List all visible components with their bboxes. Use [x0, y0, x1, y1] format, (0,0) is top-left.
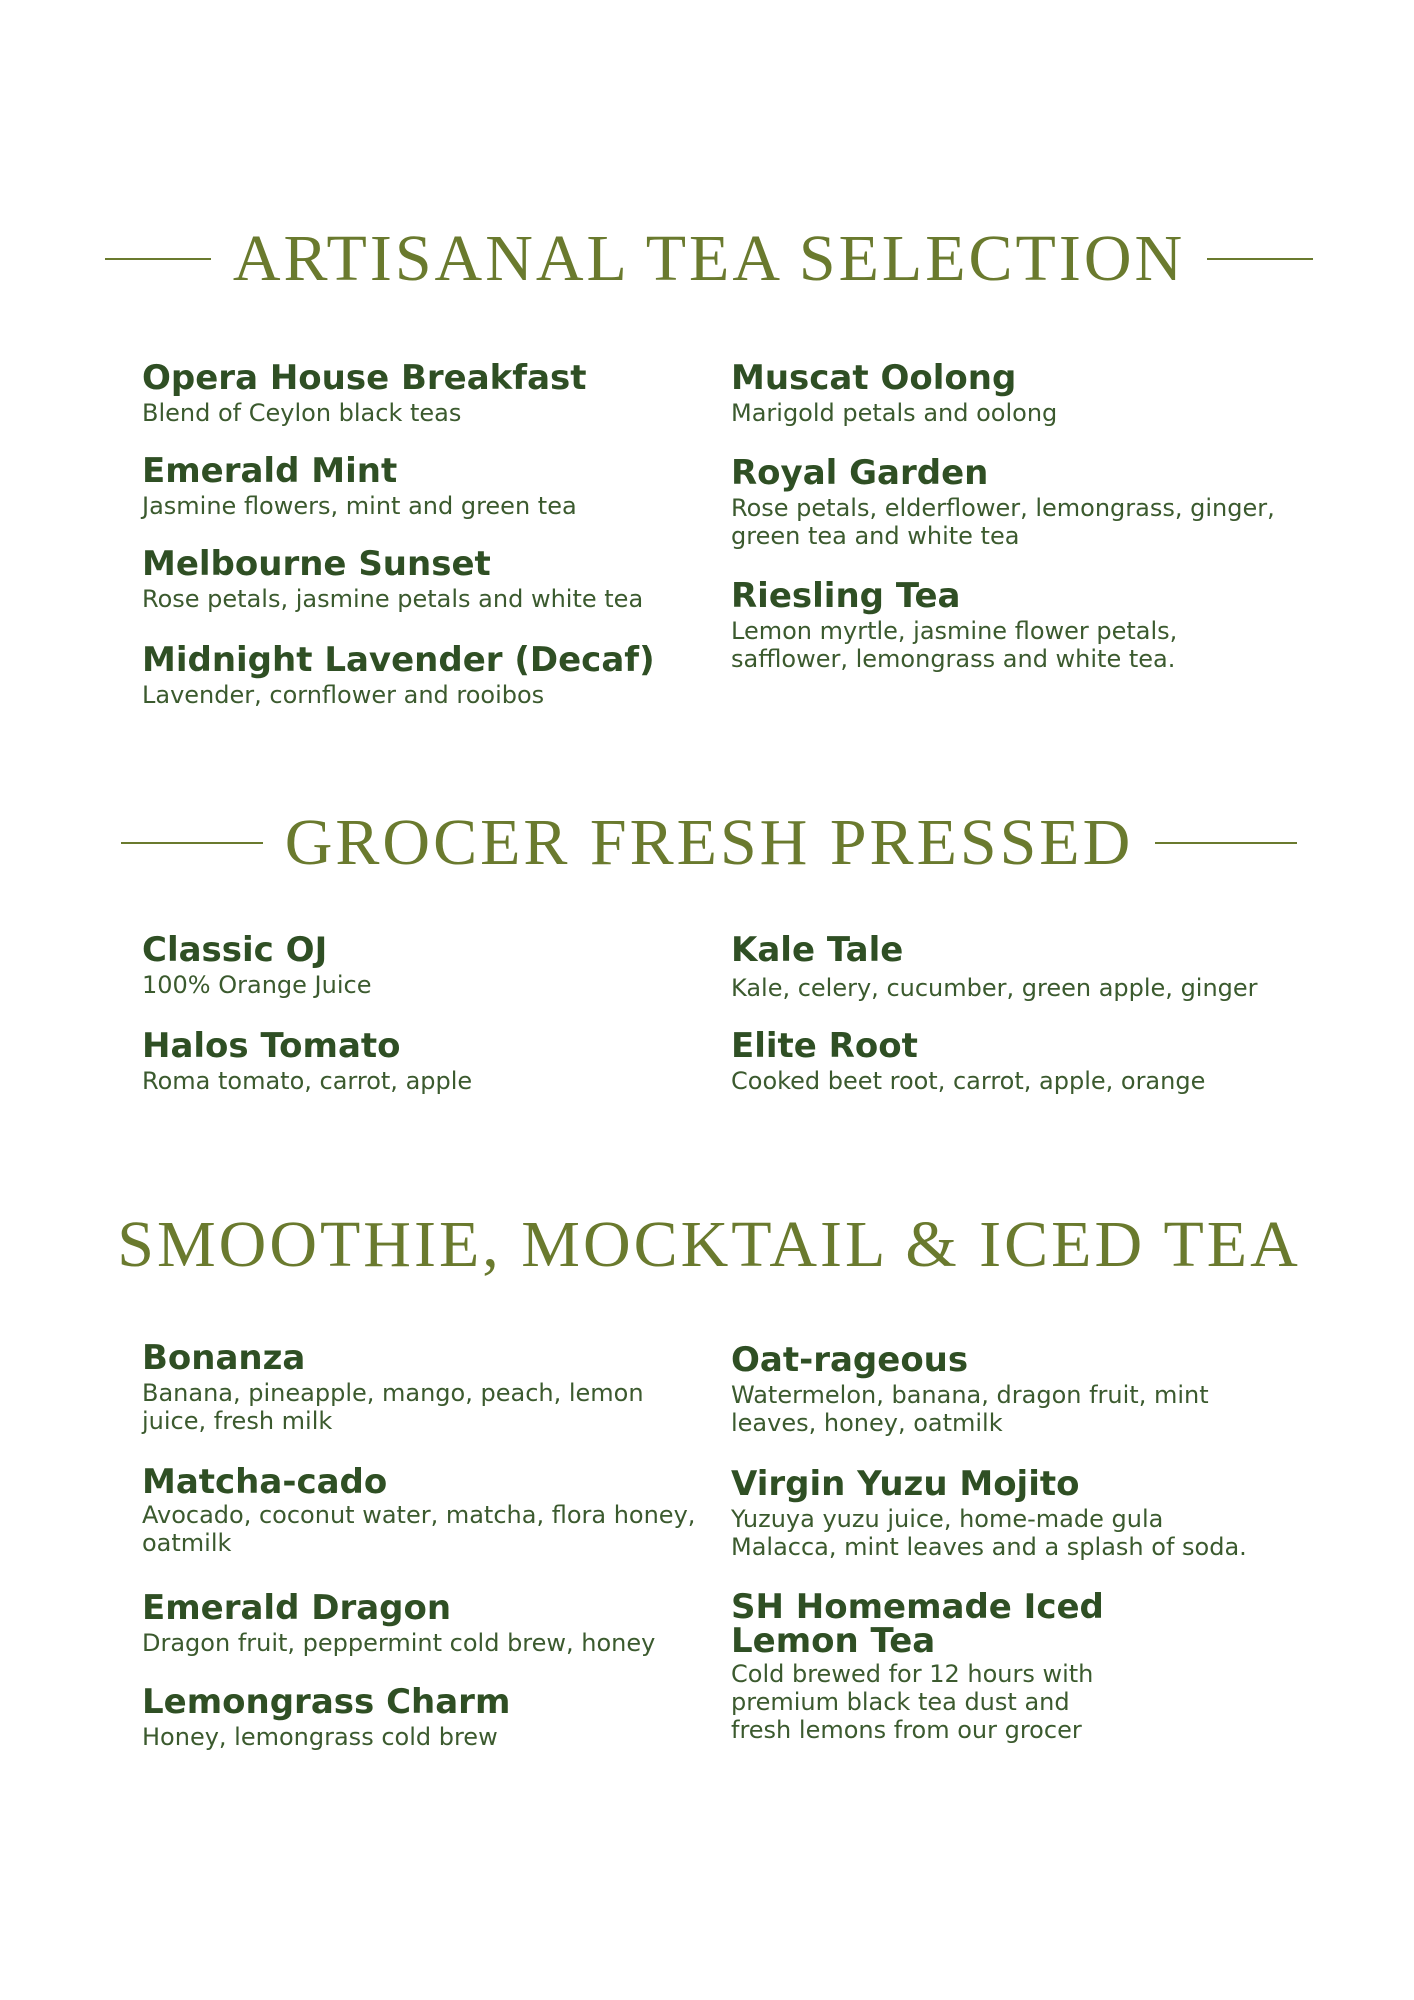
title-rule-left: [121, 842, 263, 844]
menu-item: [142, 1028, 702, 1095]
item-name: Emerald Dragon: [142, 1588, 452, 1628]
item-description: 100% Orange Juice: [142, 971, 372, 999]
menu-item: [142, 546, 702, 613]
item-description: Honey, lemongrass cold brew: [142, 1723, 498, 1751]
menu-item: [142, 932, 702, 999]
item-name: Opera House Breakfast: [142, 358, 587, 398]
item-name: Muscat Oolong: [731, 358, 1017, 398]
item-description: Rose petals, elderflower, lemongrass, ginger, green tea and white tea: [731, 494, 1275, 550]
item-name: Emerald Mint: [142, 451, 398, 491]
item-name: Matcha-cado: [142, 1462, 388, 1502]
item-name: Kale Tale: [731, 930, 904, 970]
item-description: Lemon myrtle, jasmine flower petals, safflower, lemongrass and white tea.: [731, 617, 1178, 673]
menu-item: [731, 1342, 1276, 1437]
section-title-smoothie: [117, 1208, 1301, 1281]
item-description: Cooked beet root, carrot, apple, orange: [731, 1067, 1206, 1095]
item-name: Lemongrass Charm: [142, 1682, 511, 1722]
menu-item: [142, 1340, 702, 1435]
item-description: Avocado, coconut water, matcha, flora honey, oatmilk: [142, 1501, 696, 1557]
menu-item: [142, 642, 702, 709]
item-name: Bonanza: [142, 1338, 306, 1378]
menu-item: [731, 1028, 1276, 1095]
section-title-tea: [142, 222, 1276, 295]
item-description: Cold brewed for 12 hours with premium black tea dust and fresh lemons from our grocer: [731, 1660, 1094, 1744]
menu-item: [142, 1684, 702, 1751]
section-title-pressed: [142, 806, 1276, 879]
item-name: Classic OJ: [142, 930, 328, 970]
item-name: Oat-rageous: [731, 1340, 969, 1380]
title-rule-right: [1207, 258, 1313, 260]
item-description: Rose petals, jasmine petals and white tea: [142, 585, 644, 613]
menu-item: [142, 1464, 702, 1557]
item-name: Virgin Yuzu Mojito: [731, 1464, 1080, 1504]
menu-item: [142, 1590, 702, 1657]
item-description: Blend of Ceylon black teas: [142, 399, 462, 427]
item-name: Elite Root: [731, 1026, 918, 1066]
menu-item: [731, 578, 1276, 673]
menu-item: [731, 1466, 1276, 1561]
item-description: Dragon fruit, peppermint cold brew, honey: [142, 1629, 656, 1657]
menu-item: [731, 932, 1276, 1002]
item-description: Marigold petals and oolong: [731, 399, 1058, 427]
item-description: Yuzuya yuzu juice, home-made gula Malacca, mint leaves and a splash of soda.: [731, 1505, 1247, 1561]
title-rule-left: [105, 258, 211, 260]
item-name: Melbourne Sunset: [142, 544, 491, 584]
item-description: Lavender, cornflower and rooibos: [142, 681, 545, 709]
menu-item: [731, 455, 1276, 550]
item-name: SH Homemade Iced Lemon Tea: [731, 1587, 1104, 1661]
section-title-text: GROCER FRESH PRESSED: [284, 806, 1134, 879]
menu-item: [731, 1587, 1131, 1744]
item-description: Roma tomato, carrot, apple: [142, 1067, 473, 1095]
item-name: Riesling Tea: [731, 576, 961, 616]
menu-item: [731, 360, 1276, 427]
section-title-text: ARTISANAL TEA SELECTION: [232, 222, 1186, 295]
section-title-text: SMOOTHIE, MOCKTAIL & ICED TEA: [117, 1208, 1301, 1281]
item-description: Jasmine flowers, mint and green tea: [142, 492, 577, 520]
item-description: Watermelon, banana, dragon fruit, mint leaves, honey, oatmilk: [731, 1381, 1209, 1437]
item-name: Royal Garden: [731, 453, 989, 493]
item-name: Midnight Lavender (Decaf): [142, 640, 655, 680]
menu-item: [142, 360, 702, 427]
title-rule-right: [1155, 842, 1297, 844]
item-description: Banana, pineapple, mango, peach, lemon juice, fresh milk: [142, 1379, 644, 1435]
menu-item: [142, 453, 702, 520]
item-name: Halos Tomato: [142, 1026, 401, 1066]
item-description: Kale, celery, cucumber, green apple, ginger: [731, 974, 1258, 1002]
